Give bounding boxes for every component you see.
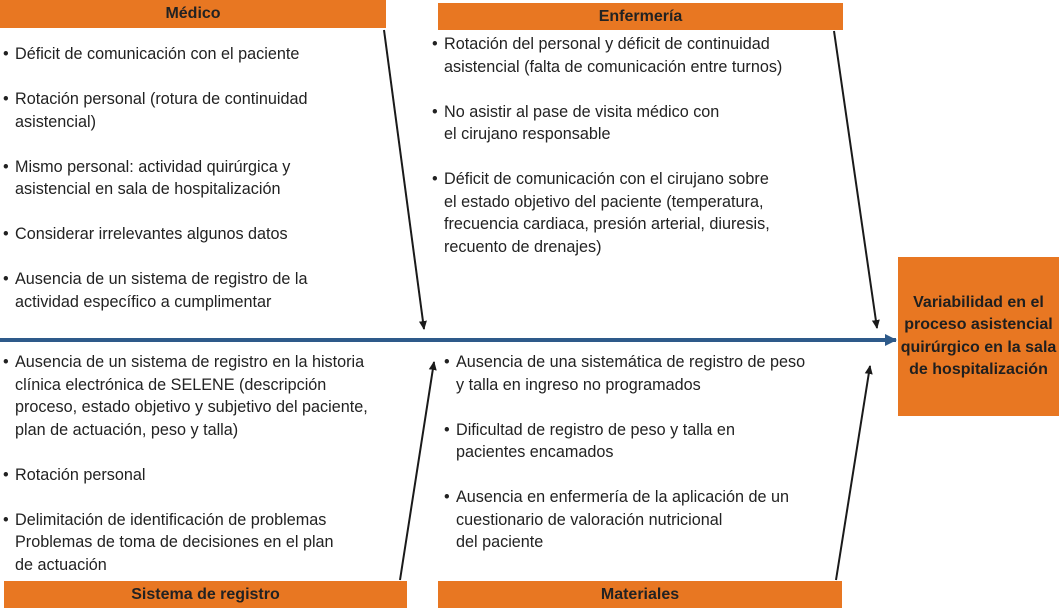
category-sistema-de-registro: Sistema de registro [131, 586, 280, 603]
cause-list-sistema-de-registro [3, 351, 433, 599]
cause-item: • Ausencia de una sistemática de registro de peso y talla en ingreso no programados [444, 351, 874, 396]
cause-item: • Déficit de comunicación con el paciente [3, 43, 403, 66]
cause-item: • Rotación personal [3, 464, 433, 487]
cause-item: • Delimitación de identificación de problemas Problemas de toma de decisiones en el plan de actuación [3, 509, 433, 577]
cause-item: • Dificultad de registro de peso y talla en pacientes encamados [444, 419, 874, 464]
cause-item: • No asistir al pase de visita médico con el cirujano responsable [432, 101, 852, 146]
cause-item: • Ausencia de un sistema de registro de la actividad específico a cumplimentar [3, 268, 403, 313]
cause-list-materiales [444, 351, 874, 576]
cause-list-enfermeria [432, 33, 852, 281]
category-materiales: Materiales [600, 586, 680, 603]
category-enfermeria: Enfermería [598, 8, 683, 25]
effect-label: Variabilidad en el proceso asistencial quirúrgico en la sala de hospitalización [900, 293, 1057, 378]
cause-item: • Rotación del personal y déficit de continuidad asistencial (falta de comunicación entre turnos) [432, 33, 852, 78]
cause-item: • Considerar irrelevantes algunos datos [3, 223, 403, 246]
cause-item: • Ausencia de un sistema de registro en la historia clínica electrónica de SELENE (descripción proceso, estado objetivo y subjetivo del paciente, plan de actuación, peso y talla) [3, 351, 433, 441]
cause-item: • Déficit de comunicación con el cirujano sobre el estado objetivo del paciente (temperatura, frecuencia cardiaca, presión arterial, diuresis, recuento de drenajes) [432, 168, 852, 258]
cause-list-medico [3, 43, 403, 336]
cause-item: • Rotación personal (rotura de continuidad asistencial) [3, 88, 403, 133]
cause-item: • Mismo personal: actividad quirúrgica y asistencial en sala de hospitalización [3, 156, 403, 201]
cause-item: • Ausencia en enfermería de la aplicación de un cuestionario de valoración nutricional del paciente [444, 486, 874, 554]
category-medico: Médico [165, 5, 221, 22]
